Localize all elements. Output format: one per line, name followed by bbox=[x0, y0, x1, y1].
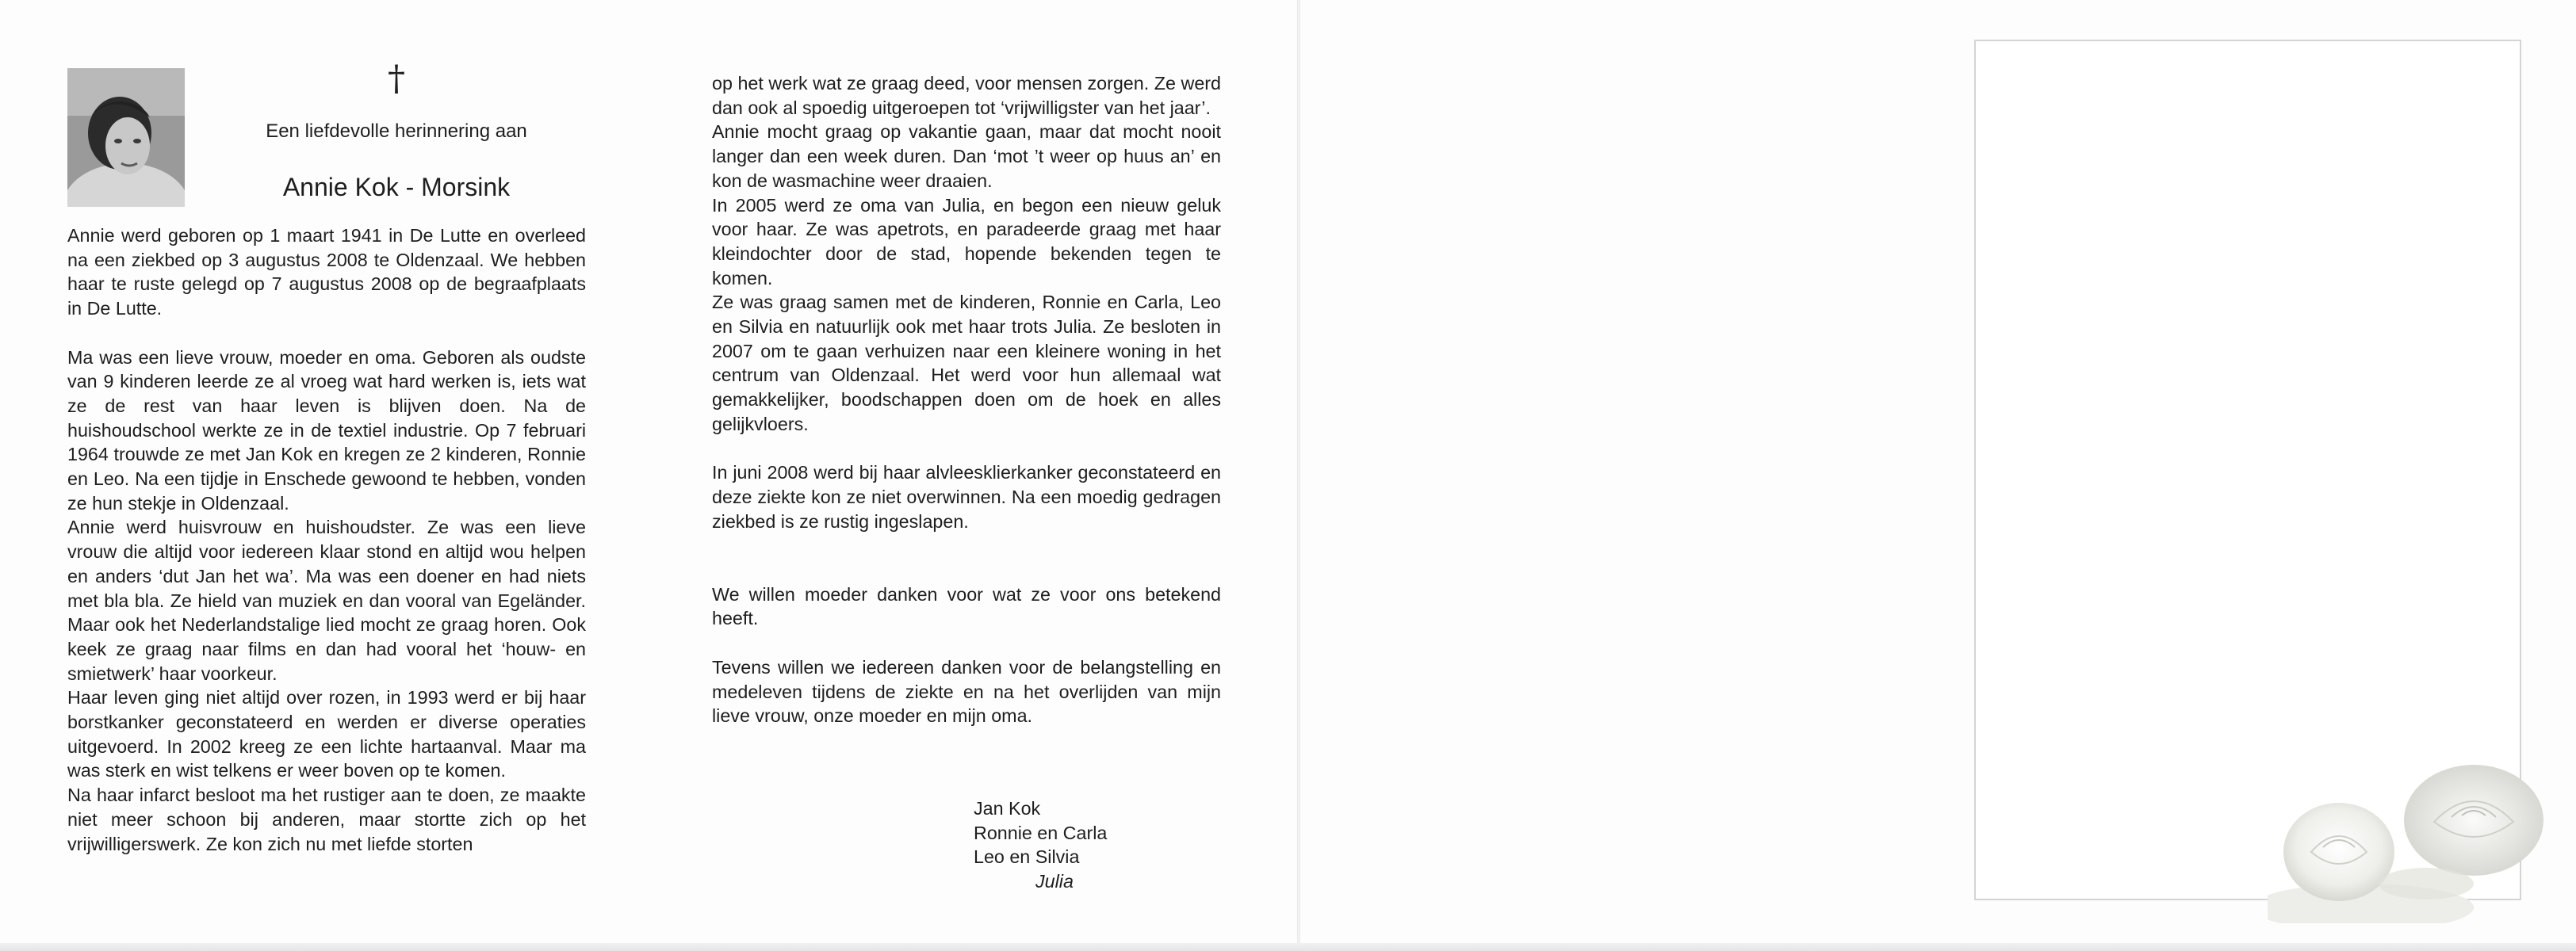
paragraph-volunteer: Na haar infarct besloot ma het rustiger aan te doen, ze maakte niet meer schoon bij anderen, maar stortte zich op het vrijwilligerswerk. Ze kon zich nu met liefde storten bbox=[67, 785, 586, 854]
signature-block bbox=[974, 796, 1107, 894]
portrait-image bbox=[67, 68, 185, 207]
paragraph-character: Annie werd huisvrouw en huishoudster. Ze was een lieve vrouw die altijd voor iedereen klaar stond en altijd wou helpen en anders ‘dut Jan het wa’. Ma was een doener en had niets met bla bla. Ze hield van muziek en dan vooral van Egeländer. Maar ook het Nederlandstalige lied mocht ze graag horen. Ook keek ze graag naar films en dan had vooral het ‘houw- en smietwerk’ haar voorkeur. bbox=[67, 517, 586, 684]
paragraph-family: Ze was graag samen met de kinderen, Ronnie en Carla, Leo en Silvia en natuurlijk ook met haar trots Julia. Ze besloten in 2007 om te gaan verhuizen naar een kleinere woning in het centrum van Oldenzaal. Het werd voor hun allemaal wat gemakkelijker, boodschappen doen om de hoek en alles gelijkvloers. bbox=[712, 292, 1221, 434]
portrait-photo bbox=[67, 68, 185, 207]
cross-symbol: † bbox=[388, 59, 405, 99]
card-fold bbox=[1297, 0, 1300, 951]
signature-line: Julia bbox=[1035, 871, 1074, 892]
deceased-name: Annie Kok - Morsink bbox=[282, 173, 511, 201]
intro-text: Een liefdevolle herinnering aan bbox=[266, 120, 527, 142]
paragraph-vacation: Annie mocht graag op vakantie gaan, maar dat mocht nooit langer dan een week duren. Dan ‘mot ’t weer op huus an’ en kon de wasmachine weer draaien. bbox=[712, 121, 1221, 191]
middle-text-column bbox=[712, 71, 1221, 728]
paragraph-grandchild: In 2005 werd ze oma van Julia, en begon een nieuw geluk voor haar. Ze was apetrots, en paradeerde graag met haar kleindochter door de stad, hopende bekenden tegen te komen. bbox=[712, 194, 1221, 288]
bottom-edge bbox=[0, 943, 2576, 951]
paragraph-diagnosis: In juni 2008 werd bij haar alvleesklierkanker geconstateerd en deze ziekte kon ze niet overwinnen. Na een moedig gedragen ziekbed is ze rustig ingeslapen. bbox=[712, 462, 1221, 532]
paragraph-thanks-mother: We willen moeder danken voor wat ze voor ons betekend heeft. bbox=[712, 583, 1221, 629]
roses-decoration bbox=[2268, 765, 2576, 923]
paragraph-life: Ma was een lieve vrouw, moeder en oma. Geboren als oudste van 9 kinderen leerde ze al vroeg wat hard werken is, iets wat ze de rest van haar leven is blijven doen. Na de huishoudschool werkte ze in de textiel industrie. Op 7 februari 1964 trouwde ze met Jan Kok en kregen ze 2 kinderen, Ronnie en Leo. Na een tijdje in Enschede gewoond te hebben, vonden ze hun stekje in Oldenzaal. bbox=[67, 346, 586, 514]
roses-icon bbox=[2268, 765, 2576, 923]
paragraph-work: op het werk wat ze graag deed, voor mensen zorgen. Ze werd dan ook al spoedig uitgeroepen tot ‘vrijwilligster van het jaar’. bbox=[712, 73, 1221, 118]
signature-line: Ronnie en Carla bbox=[974, 822, 1108, 843]
paragraph-illness: Haar leven ging niet altijd over rozen, in 1993 werd er bij haar borstkanker geconstateerd en werden er diverse operaties uitgevoerd. In 2002 kreeg ze een lichte hartaanval. Maar ma was sterk en wist telkens er weer boven op te komen. bbox=[67, 687, 586, 781]
signature-line: Leo en Silvia bbox=[974, 846, 1080, 868]
paragraph-birth-death: Annie werd geboren op 1 maart 1941 in De Lutte en overleed na een ziekbed op 3 augustus 2008 te Oldenzaal. We hebben haar te ruste gelegd op 7 augustus 2008 op de begraafplaats in De Lutte. bbox=[67, 225, 586, 319]
paragraph-thanks-all: Tevens willen we iedereen danken voor de belangstelling en medeleven tijdens de ziekte en na het overlijden van mijn lieve vrouw, onze moeder en mijn oma. bbox=[712, 656, 1221, 727]
signature-line: Jan Kok bbox=[974, 798, 1041, 819]
left-text-column bbox=[67, 223, 586, 856]
